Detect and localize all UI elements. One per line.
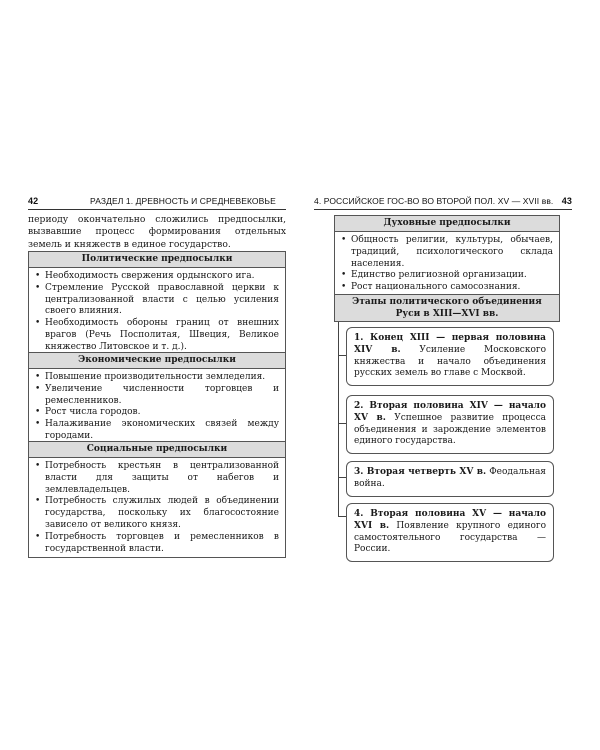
political-prerequisites-box: [28, 251, 286, 357]
stage-connector-tick: [338, 423, 346, 424]
right-page: [300, 0, 600, 750]
stage-box-4: [346, 503, 554, 562]
list-item: • Налаживание экономических связей между городами.: [35, 419, 279, 443]
spiritual-prerequisites-box: [334, 215, 560, 297]
list-item: • Общность религии, культуры, обычаев, традиций, психологического склада населения.: [341, 235, 553, 270]
left-running-head-text: РАЗДЕЛ 1. ДРЕВНОСТЬ И СРЕДНЕВЕКОВЬЕ: [90, 196, 276, 206]
stage-period: 2. Вторая половина XIV — начало XV в.: [354, 401, 546, 423]
list-item: • Потребность крестьян в централизованной власти для защиты от набегов и землевладельцев.: [35, 461, 279, 496]
stages-connector-line: [338, 322, 339, 516]
list-item: • Необходимость свержения ордынского ига.: [35, 271, 279, 283]
stage-description: Появление крупного единого самостоятельного государства — России.: [354, 520, 546, 555]
list-item: • Рост национального самосознания.: [341, 282, 553, 294]
stages-title-line: Этапы политического объединения: [352, 297, 542, 307]
stage-box-2: [346, 395, 554, 454]
list-item: • Увеличение численности торговцев и ремесленников.: [35, 384, 279, 408]
stage-box-1: [346, 327, 554, 386]
stage-description: Успешное развитие процесса объединения и зарождение элементов единого государства.: [354, 412, 546, 447]
stage-box-3: [346, 461, 554, 497]
intro-paragraph: периоду окончательно сложились предпосылки, вызвавшие процесс формирования отдельных земель и княжеств в единое государство.: [28, 214, 286, 250]
stage-description: Феодальная война.: [354, 467, 546, 489]
list-item: • Стремление Русской православной церкви к централизованной власти с целью усиления своего влияния.: [35, 283, 279, 318]
stage-period: 3. Вторая четверть XV в.: [354, 467, 487, 477]
right-running-head-text: 4. РОССИЙСКОЕ ГОС-ВО ВО ВТОРОЙ ПОЛ. XV — XVII вв.: [314, 196, 554, 206]
left-running-head: [28, 196, 286, 208]
stage-period: 4. Вторая половина XV — начало XVI в.: [354, 509, 546, 531]
stages-title-line: Руси в XIII—XVI вв.: [395, 309, 499, 319]
stage-connector-tick: [338, 355, 346, 356]
spiritual-prerequisites-title: Духовные предпосылки: [335, 216, 559, 232]
right-running-head: [314, 196, 572, 208]
stage-connector-tick: [338, 516, 346, 517]
spiritual-prerequisites-list: [335, 232, 559, 296]
list-item: • Повышение производительности земледелия.: [35, 372, 279, 384]
social-prerequisites-title: Социальные предпосылки: [29, 442, 285, 458]
list-item: • Единство религиозной организации.: [341, 270, 553, 282]
list-item: • Необходимость обороны границ от внешних врагов (Речь Посполитая, Швеция, Великое княжество Литовское и т. д.).: [35, 318, 279, 353]
stage-connector-tick: [338, 477, 346, 478]
social-prerequisites-box: [28, 441, 286, 558]
left-page-number: 42: [28, 196, 39, 206]
economic-prerequisites-list: [29, 369, 285, 445]
list-item: • Потребность служилых людей в объединении государства, поскольку их благосостояние зависело от великого князя.: [35, 496, 279, 531]
right-page-number: 43: [561, 196, 572, 206]
economic-prerequisites-title: Экономические предпосылки: [29, 353, 285, 369]
stage-description: Усиление Московского княжества и начало объединения русских земель во главе с Москвой.: [354, 344, 546, 379]
political-prerequisites-title: Политические предпосылки: [29, 252, 285, 268]
right-header-rule: [314, 209, 572, 210]
social-prerequisites-list: [29, 458, 285, 557]
stages-title: [334, 294, 560, 322]
economic-prerequisites-box: [28, 352, 286, 446]
political-prerequisites-list: [29, 268, 285, 356]
list-item: • Рост числа городов.: [35, 407, 279, 419]
stage-period: 1. Конец XIII — первая половина XIV в.: [354, 333, 546, 355]
left-header-rule: [28, 209, 286, 210]
list-item: • Потребность торговцев и ремесленников в государственной власти.: [35, 532, 279, 556]
